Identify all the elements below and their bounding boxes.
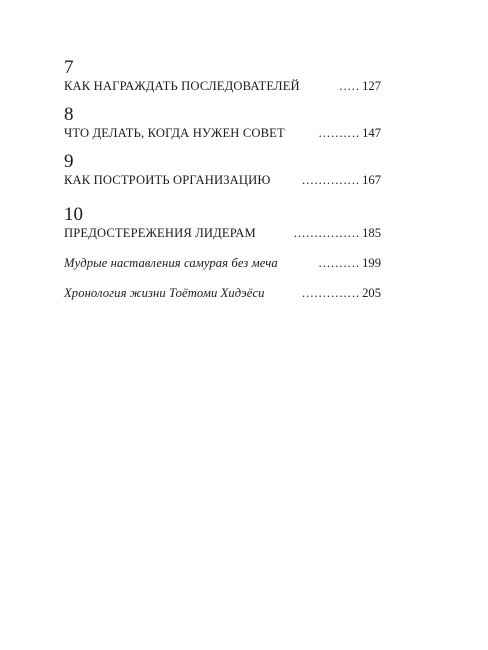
entry-title: Мудрые наставления самурая без меча: [64, 256, 278, 270]
toc-entry: [64, 172, 381, 188]
entry-title: КАК ПОСТРОИТЬ ОРГАНИЗАЦИЮ: [64, 173, 271, 187]
page-number: 185: [362, 226, 381, 240]
leader-dots: ..............: [302, 286, 361, 300]
leader-dots: ..............: [302, 173, 361, 187]
leader-dots: ................: [293, 226, 361, 240]
page-number: 205: [362, 286, 381, 300]
chapter-number: 8: [64, 104, 74, 125]
table-of-contents: [64, 58, 381, 301]
toc-entry: [64, 225, 381, 241]
toc-entry: [64, 125, 381, 141]
toc-entry-appendix: [64, 255, 381, 271]
toc-chapter-7: [64, 58, 381, 94]
chapter-number: 10: [64, 204, 83, 225]
page-number: 167: [362, 173, 381, 187]
chapter-number: 7: [64, 57, 74, 78]
page-number: 199: [362, 256, 381, 270]
toc-chapter-9: [64, 152, 381, 188]
toc-entry-chronology: [64, 285, 381, 301]
entry-title: ПРЕДОСТЕРЕЖЕНИЯ ЛИДЕРАМ: [64, 226, 256, 240]
chapter-number: 9: [64, 151, 74, 172]
page-number: 127: [362, 79, 381, 93]
entry-title: ЧТО ДЕЛАТЬ, КОГДА НУЖЕН СОВЕТ: [64, 126, 285, 140]
toc-chapter-10: [64, 205, 381, 241]
toc-chapter-8: [64, 105, 381, 141]
leader-dots: .....: [339, 79, 361, 93]
leader-dots: ..........: [318, 126, 361, 140]
entry-title: КАК НАГРАЖДАТЬ ПОСЛЕДОВАТЕЛЕЙ: [64, 79, 300, 93]
toc-entry: [64, 78, 381, 94]
page-number: 147: [362, 126, 381, 140]
entry-title: Хронология жизни Тоётоми Хидэёси: [64, 286, 265, 300]
leader-dots: ..........: [318, 256, 361, 270]
